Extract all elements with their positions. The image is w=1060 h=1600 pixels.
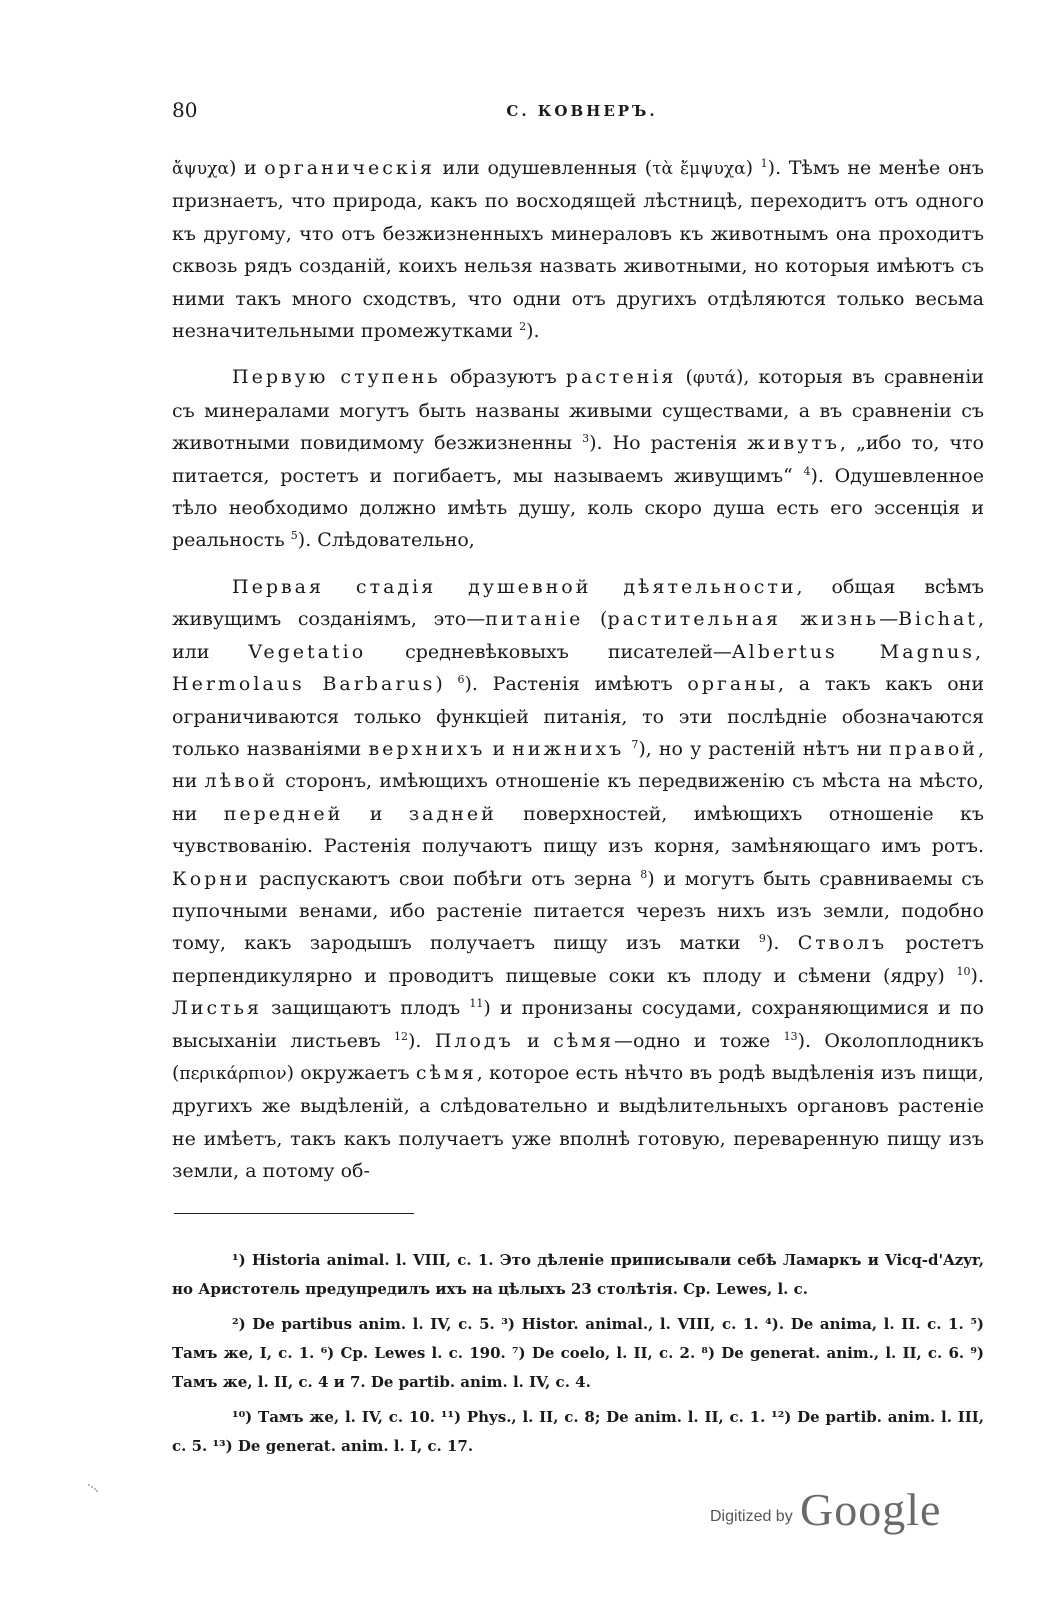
- footnote-ref: 3: [582, 432, 590, 446]
- footnote-separator: [174, 1213, 414, 1214]
- footnote-ref: 5: [290, 529, 298, 543]
- spaced-term: сѣмя: [415, 1061, 477, 1084]
- footnote-1: ¹) Historia animal. l. VIII, c. 1. Это дѣленіе приписывали себѣ Ламаркъ и Vicq-d'Azyr, но Аристотель предупредилъ ихъ на цѣлыхъ 23 столѣтія. Ср. Lewes, l. c.: [172, 1251, 984, 1298]
- text-run: защищаютъ плодъ: [262, 997, 470, 1020]
- spaced-term: лѣвой: [204, 770, 278, 793]
- footnote-ref: 1: [760, 157, 768, 170]
- text-run: , а такъ какъ они ограничиваются только функціей питанія, то эти послѣдніе обозначаются только названіями: [172, 673, 984, 760]
- text-run: и: [485, 737, 513, 760]
- spaced-term: Корни: [172, 867, 251, 890]
- spaced-term: Первая стадія душевной дѣятельности: [232, 575, 797, 598]
- greek-term: φυτά: [692, 368, 736, 389]
- footnote-ref: 13: [783, 1029, 798, 1043]
- text-run: ), которыя въ сравненіи съ минералами могутъ быть названы живыми существами, а въ сравненіи съ животными повидимому безжизненны: [172, 366, 985, 455]
- spaced-term: Листья: [172, 997, 263, 1020]
- spaced-term: Стволъ: [797, 932, 888, 955]
- text-run: поверхностей, имѣющихъ отношеніе къ чувствованію. Растенія получаютъ пищу изъ корня, замѣняющаго имъ ротъ.: [172, 802, 984, 858]
- greek-term: τὰ ἔμψυχα: [652, 159, 746, 179]
- spaced-term: Vegetatio: [248, 640, 367, 663]
- spaced-term: растительная жизнь: [607, 608, 880, 631]
- text-run: ростетъ перпендикулярно и проводитъ пищевые соки къ плоду и сѣмени (ядру): [172, 932, 984, 987]
- digitized-watermark: [710, 1470, 970, 1540]
- footnote-ref: 9: [758, 932, 766, 946]
- text-run: , или: [172, 608, 984, 663]
- spaced-term: питаніе: [485, 608, 584, 631]
- spaced-term: растенія: [565, 366, 677, 389]
- scan-speck: [88, 1484, 98, 1492]
- text-run: ): [745, 157, 761, 179]
- running-head-author: С. КОВНЕРЪ.: [506, 102, 658, 120]
- text-run: и: [513, 1029, 554, 1052]
- spaced-term: нижнихъ: [512, 737, 625, 760]
- text-run: —: [879, 608, 899, 631]
- text-run: ).: [408, 1029, 435, 1052]
- text-run: —одно и тоже: [613, 1029, 784, 1052]
- spaced-term: Плодъ: [434, 1029, 514, 1052]
- text-run: ).: [526, 320, 540, 343]
- paragraph-1: [172, 152, 984, 347]
- paragraph-3: [172, 571, 984, 1188]
- footnote-ref: 6: [457, 673, 465, 687]
- text-run: распускаютъ свои побѣги отъ зерна: [250, 867, 641, 890]
- footnote-ref: 2: [519, 320, 527, 334]
- text-run: ) и пронизаны сосудами, сохраняющимися и по высыханіи листьевъ: [172, 997, 984, 1052]
- text-run: и: [343, 802, 409, 825]
- text-run: образуютъ: [440, 366, 566, 389]
- spaced-term: живутъ: [747, 432, 840, 455]
- google-logo: Google: [800, 1484, 942, 1535]
- greek-term: περικάρπιον: [179, 1063, 287, 1084]
- footnote-ref: 7: [631, 737, 639, 751]
- spaced-term: правой: [889, 737, 978, 760]
- spaced-term: передней: [223, 802, 344, 825]
- spaced-term: сѣмя: [553, 1029, 614, 1052]
- greek-term: ἄψυχα: [172, 159, 229, 179]
- text-run: ). Околоплодникъ (: [172, 1029, 984, 1084]
- page-number: 80: [172, 98, 198, 122]
- spaced-term: органическія: [264, 157, 435, 179]
- text-run: , ни: [172, 737, 984, 793]
- watermark-prefix: Digitized by: [710, 1508, 793, 1525]
- text-run: (: [676, 366, 693, 389]
- text-run: (: [583, 608, 608, 631]
- footnotes: [172, 1246, 984, 1467]
- spaced-term: задней: [408, 802, 497, 825]
- footnote-ref: 12: [394, 1029, 409, 1043]
- footnote-2-9: ²) De partibus anim. l. IV, c. 5. ³) Histor. animal., l. VIII, c. 1. ⁴). De anima, l. II. c. 1. ⁵) Тамъ же, I, c. 1. ⁶) Ср. Lewes l. c. 190. ⁷) De coelo, l. II, c. 2. ⁸) De generat. anim., l. II, c. 6. ⁹) Тамъ же, l. II, c. 4 и 7. De partib. anim. l. IV, c. 4.: [172, 1315, 984, 1391]
- footnote-ref: 8: [640, 867, 648, 881]
- footnote-ref: 11: [469, 997, 484, 1011]
- text-run: ), но у растеній нѣтъ ни: [638, 737, 889, 760]
- spaced-term: органы: [687, 673, 779, 696]
- text-run: средневѣковыхъ писателей—: [366, 640, 732, 663]
- paragraph-2: [172, 361, 984, 556]
- footnote-ref: 10: [956, 964, 971, 978]
- text-run: ) и могутъ быть сравниваемы съ пупочными венами, ибо растеніе питается черезъ нихъ изъ земли, подобно тому, какъ зародышъ получаетъ пищу изъ матки: [172, 867, 984, 955]
- spaced-term: Первую ступень: [232, 366, 441, 389]
- spaced-term: Albertus Magnus, Hermolaus Barbarus: [172, 640, 984, 696]
- text-run: ). Слѣдовательно,: [297, 529, 475, 552]
- spaced-term: Bichat: [898, 608, 978, 631]
- text-run: ). Тѣмъ не менѣе онъ признаетъ, что природа, какъ по восходящей лѣстницѣ, переходитъ отъ одного къ другому, что отъ безжизненныхъ минераловъ къ животнымъ она проходитъ сквозь рядъ созданій, коихъ нельзя назвать животными, но которыя имѣютъ съ ними такъ много сходствъ, что одни отъ другихъ отдѣляются только весьма незначительными промежутками: [172, 157, 985, 343]
- text-run: , общая всѣмъ живущимъ созданіямъ, это—: [172, 575, 984, 631]
- running-head: [172, 98, 992, 128]
- text-run: ). Одушевленное тѣло необходимо должно имѣть душу, коль скоро душа есть его эссенція и реальность: [172, 464, 984, 552]
- text-run: сторонъ, имѣющихъ отношеніе къ передвиженію съ мѣста на мѣсто, ни: [172, 770, 984, 825]
- footnote-ref: 4: [803, 464, 811, 478]
- text-run: , „ибо то, что питается, ростетъ и погибаетъ, мы называемъ живущимъ“: [172, 432, 984, 487]
- text-run: , которое есть нѣчто въ родѣ выдѣленія изъ пищи, другихъ же выдѣленій, а слѣдовательно и выдѣлительныхъ органовъ растеніе не имѣетъ, такъ какъ получаетъ уже вполнѣ готовую, переваренную пищу изъ земли, а потому об-: [172, 1061, 984, 1183]
- footnote-10-13: ¹⁰) Тамъ же, l. IV, c. 10. ¹¹) Phys., l. II, c. 8; De anim. l. II, c. 1. ¹²) De partib. anim. l. III, c. 5. ¹³) De generat. anim. l. I, c. 17.: [172, 1408, 984, 1455]
- text-run: ) окружаетъ: [286, 1061, 416, 1084]
- text-run: ).: [970, 964, 984, 987]
- text-run: ).: [765, 932, 798, 955]
- text-run: или одушевленныя (: [434, 157, 653, 179]
- text-run: ). Но растенія: [589, 432, 748, 455]
- text-run: ): [435, 673, 458, 696]
- text-run: ) и: [228, 157, 265, 179]
- spaced-term: верхнихъ: [368, 737, 486, 760]
- main-text: [172, 152, 984, 1188]
- text-run: ). Растенія имѣютъ: [464, 673, 688, 696]
